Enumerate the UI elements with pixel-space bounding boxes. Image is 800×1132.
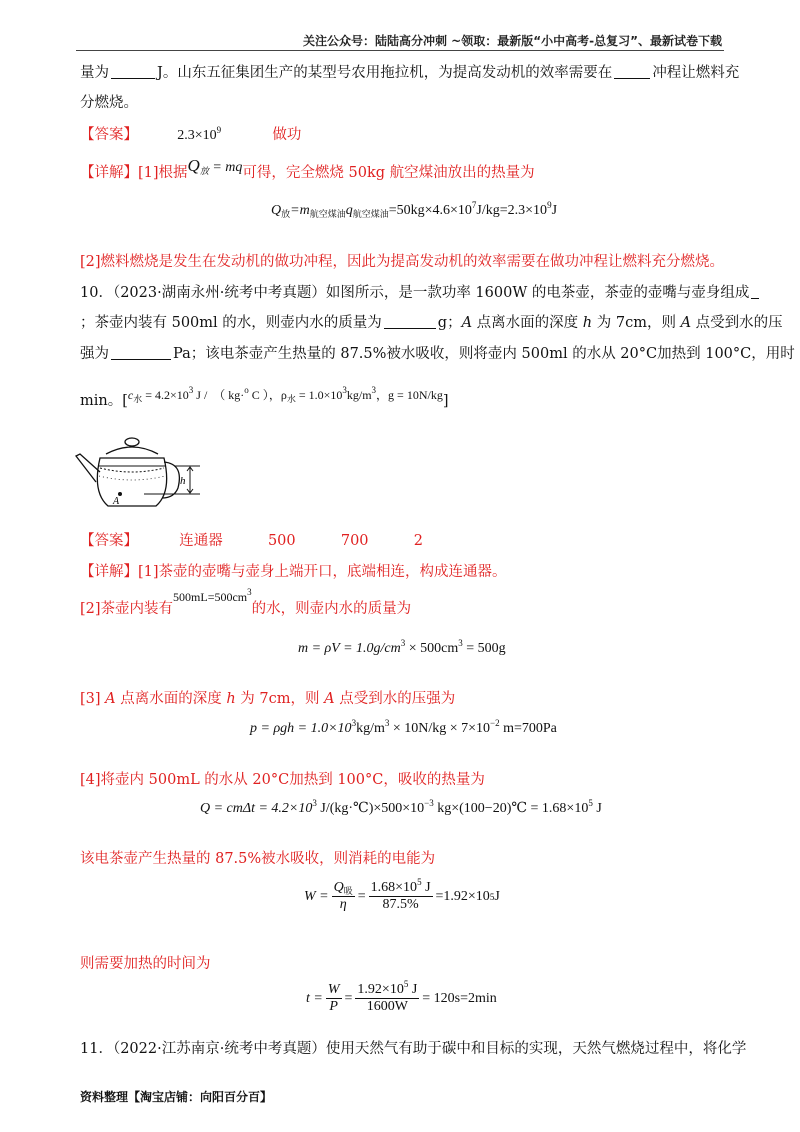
q9-detail-1: 【详解】[1]根据$Q_放$ = mq可得，完全燃烧 50kg 航空煤油放出的热量为 [80,156,535,181]
q10-equation-pressure: $p = \rho gh = 1.0\times 10^3kg/m^3 \times 10N/kg \times 7\times 10^{-2}$ m=700Pa [250,718,557,736]
q10-equation-energy: W = $\frac{Q_吸}{\eta}$ = $\frac{1.68\times 10^5 J}{87.5\%}$ =1.92×10 5 J [304,877,500,912]
answer-blank [751,284,759,299]
answer-blank [614,64,650,79]
q10-answer-2: 500 [267,533,296,549]
q10-detail-1: 【详解】[1]茶壶的壶嘴与壶身上端开口，底端相连，构成连通器。 [80,564,507,580]
formula-inline: 500mL=500cm3 [173,587,252,604]
given-constants: c水 = 4.2×103 J / （ kg·o C ），ρ水 = 1.0×103kg/m3，g = 10N/kg [127,385,443,404]
teapot-spout [76,454,100,482]
fraction: $\frac{W}{P}$ [327,982,340,1014]
q10-answer-1: 连通器 [179,533,223,549]
text: J。山东五征集团生产的某型号农用拖拉机，为提高发动机的效率需要在 [157,65,613,81]
answer-blank [384,314,436,329]
q10-detail-6: 则需要加热的时间为 [80,956,211,972]
q10-answer-3: 700 [340,533,369,549]
q10-detail-4: [4]将壶内 500mL 的水从 20°C加热到 100°C，吸收的热量为 [80,772,485,788]
intro-line-1 [80,64,739,82]
answer-label: 【答案】 [80,533,138,549]
detail-label: 【详解】 [80,165,138,181]
teapot-figure [74,432,204,514]
teapot-knob [125,438,139,446]
q10-equation-heat: $Q = cm\Delta t = 4.2\times 10^3$ $J/(kg\cdot℃)\times 500\times 10^{-3}$ kg×(100−20)℃ = $1.68\times 10^5$ J [200,798,602,816]
answer-blank [111,345,171,360]
teapot-lid [106,447,158,454]
formula-inline: $Q_放$ = mq [187,156,243,176]
q10-answer [80,532,423,550]
teapot-body [97,458,166,506]
q9-answer [80,126,301,145]
fraction: $\frac{1.92\times 10^5 J}{1600W}$ [357,979,418,1014]
q9-equation: $Q_放=m_{航空煤油}q_{航空煤油}=50kg\times 4.6\times 10^7J/kg=2.3\times 10^9J$ [271,200,558,219]
q9-detail-2: [2]燃料燃烧是发生在发动机的做功冲程，因此为提高发动机的效率需要在做功冲程让燃料充分燃烧。 [80,254,725,270]
q10-line-3: 强为 Pa；该电茶壶产生热量的 87.5%被水吸收，则将壶内 500ml 的水从 20°C加热到 100°C，用时 [80,346,795,362]
page-header: 关注公众号：陆陆高分冲刺 ~领取：最新版“小中高考-总复习”、最新试卷下载 [303,34,722,48]
text: 量为 [80,65,109,81]
detail-label: 【详解】 [80,564,138,580]
answer-blank [111,64,155,79]
q10-line-1: 10．（2023·湖南永州·统考中考真题）如图所示，是一款功率 1600W 的电茶壶，茶壶的壶嘴与壶身组成 [80,284,761,302]
q10-answer-4: 2 [413,533,423,549]
q10-detail-3: [3] A 点离水面的深度 h 为 7cm，则 A 点受到水的压强为 [80,691,456,707]
q10-detail-5: 该电茶壶产生热量的 87.5%被水吸收，则消耗的电能为 [80,851,436,867]
text: 冲程让燃料充 [652,65,740,81]
h-label: h [180,475,186,487]
fraction: $\frac{1.68\times 10^5 J}{87.5\%}$ [370,877,431,912]
q10-line-2: ；茶壶内装有 500ml 的水，则壶内水的质量为 g；A 点离水面的深度 h 为 7cm，则 A 点受到水的压 [80,315,783,331]
water-dots [100,468,164,472]
water-dots [99,476,165,480]
intro-line-2: 分燃烧。 [80,95,138,111]
q9-answer-2: 做功 [272,127,302,143]
fraction: $\frac{Q_吸}{\eta}$ [333,880,353,912]
page-footer: 资料整理【淘宝店铺：向阳百分百】 [80,1090,273,1104]
point-a-label: A [113,496,120,507]
q9-answer-1: $2.3\times 10^9$ [177,125,222,143]
q10-equation-mass: $m = \rho V = 1.0g/cm^3 \times 500cm^3 = 500g$ [298,638,506,656]
q10-detail-2: [2]茶壶内装有$^{500mL=500cm^3}$的水，则壶内水的质量为 [80,587,412,617]
q10-line-4: min。[$^{c_水 = 4.2\times 10^3 J / ( kg\cdot^o C ),\rho_水 = 1.0\times 10^3kg/m^3,g = 10N/kg}$] [80,385,449,409]
q10-equation-time: t = $\frac{W}{P}$ = $\frac{1.92\times 10^5 J}{1600W}$ = 120s=2min [306,979,497,1014]
header-rule [76,50,724,51]
answer-label: 【答案】 [80,127,138,143]
q11-line-1: 11．（2022·江苏南京·统考中考真题）使用天然气有助于碳中和目标的实现，天然气燃烧过程中，将化学 [80,1041,747,1057]
